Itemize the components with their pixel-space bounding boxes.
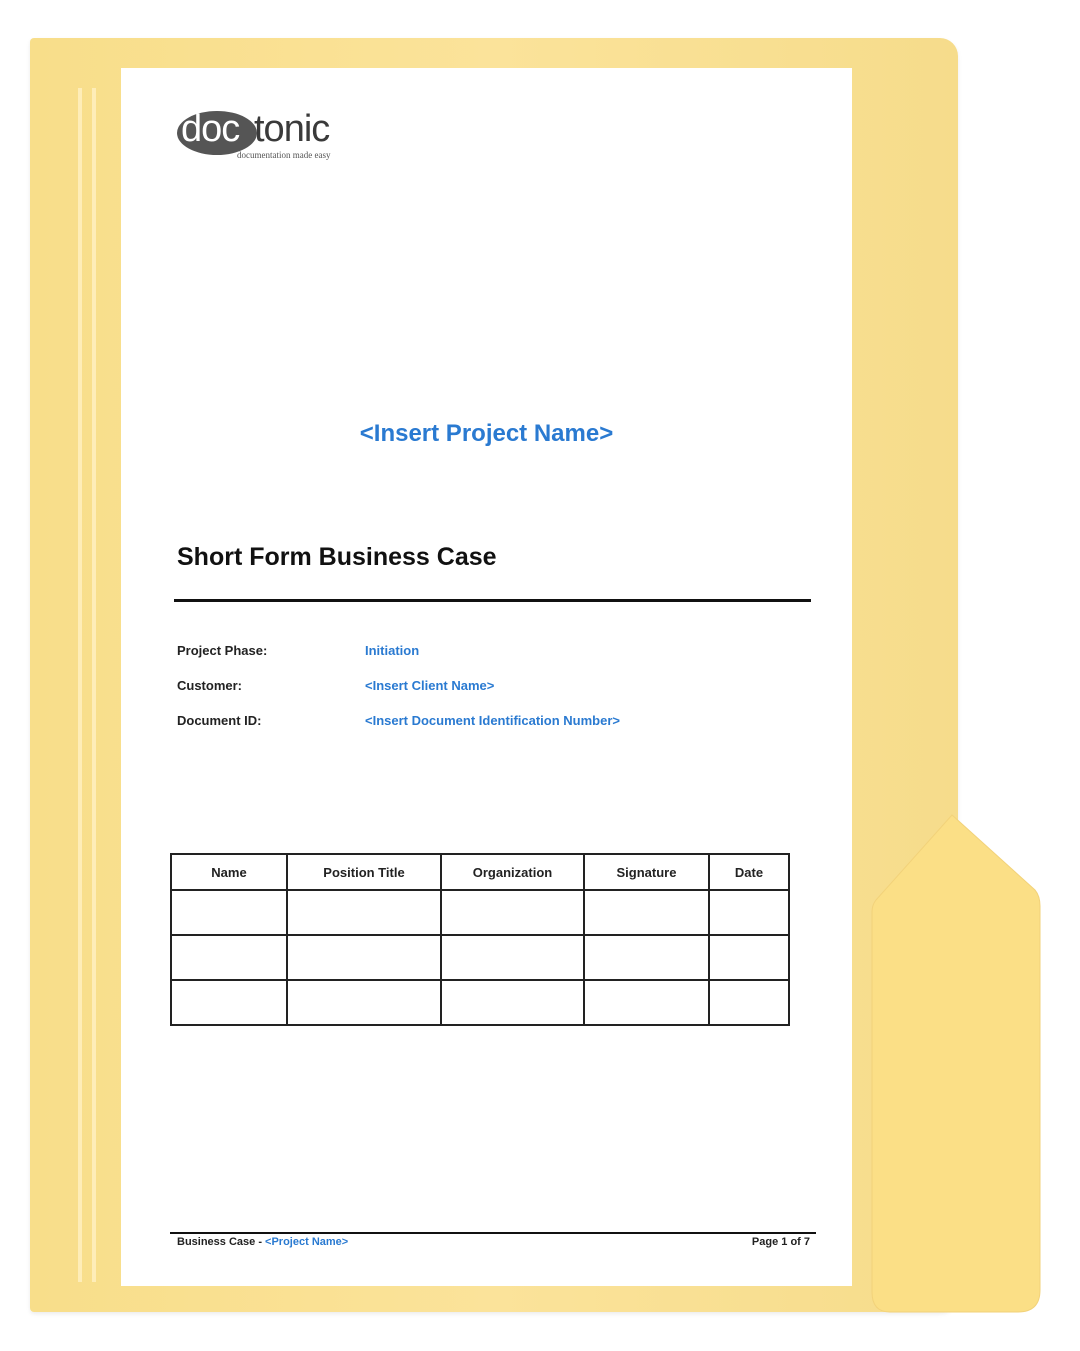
logo-doc-text: doc	[181, 108, 240, 150]
meta-label-project-phase: Project Phase:	[177, 643, 268, 658]
folder-groove	[78, 88, 82, 1282]
column-header-name: Name	[171, 854, 287, 890]
doctonic-logo	[177, 108, 377, 168]
document-title: Short Form Business Case	[177, 543, 497, 571]
logo-tagline: documentation made easy	[237, 150, 331, 160]
table-cell[interactable]	[287, 890, 441, 935]
footer-project-name: <Project Name>	[265, 1236, 349, 1248]
meta-value-document-id: <Insert Document Identification Number>	[365, 713, 620, 728]
table-cell[interactable]	[171, 890, 287, 935]
table-row	[171, 935, 789, 980]
table-cell[interactable]	[441, 980, 584, 1025]
footer-page-number: Page 1 of 7	[751, 1236, 810, 1248]
table-cell[interactable]	[171, 935, 287, 980]
folder-groove	[92, 88, 96, 1282]
table-cell[interactable]	[171, 980, 287, 1025]
title-divider	[174, 599, 811, 602]
column-header-organization: Organization	[441, 854, 584, 890]
table-cell[interactable]	[584, 980, 709, 1025]
table-cell[interactable]	[584, 890, 709, 935]
table-row	[171, 890, 789, 935]
column-header-signature: Signature	[584, 854, 709, 890]
meta-value-project-phase: Initiation	[365, 643, 420, 658]
document-page	[121, 68, 852, 1286]
meta-value-customer: <Insert Client Name>	[365, 678, 495, 693]
table-cell[interactable]	[287, 935, 441, 980]
meta-label-customer: Customer:	[177, 678, 243, 693]
table-cell[interactable]	[709, 980, 789, 1025]
table-cell[interactable]	[441, 890, 584, 935]
footer-doc-label: Business Case -	[177, 1236, 266, 1248]
column-header-date: Date	[709, 854, 789, 890]
footer-left	[177, 1236, 348, 1248]
meta-label-document-id: Document ID:	[177, 713, 262, 728]
signoff-table	[170, 853, 790, 1026]
table-cell[interactable]	[709, 935, 789, 980]
logo-tonic-text: tonic	[254, 108, 330, 150]
column-header-position-title: Position Title	[287, 854, 441, 890]
table-row	[171, 980, 789, 1025]
table-header-row	[171, 854, 789, 890]
table-cell[interactable]	[287, 980, 441, 1025]
table-cell[interactable]	[709, 890, 789, 935]
footer-divider	[170, 1232, 816, 1234]
project-name-placeholder: <Insert Project Name>	[359, 420, 614, 447]
table-cell[interactable]	[584, 935, 709, 980]
table-cell[interactable]	[441, 935, 584, 980]
